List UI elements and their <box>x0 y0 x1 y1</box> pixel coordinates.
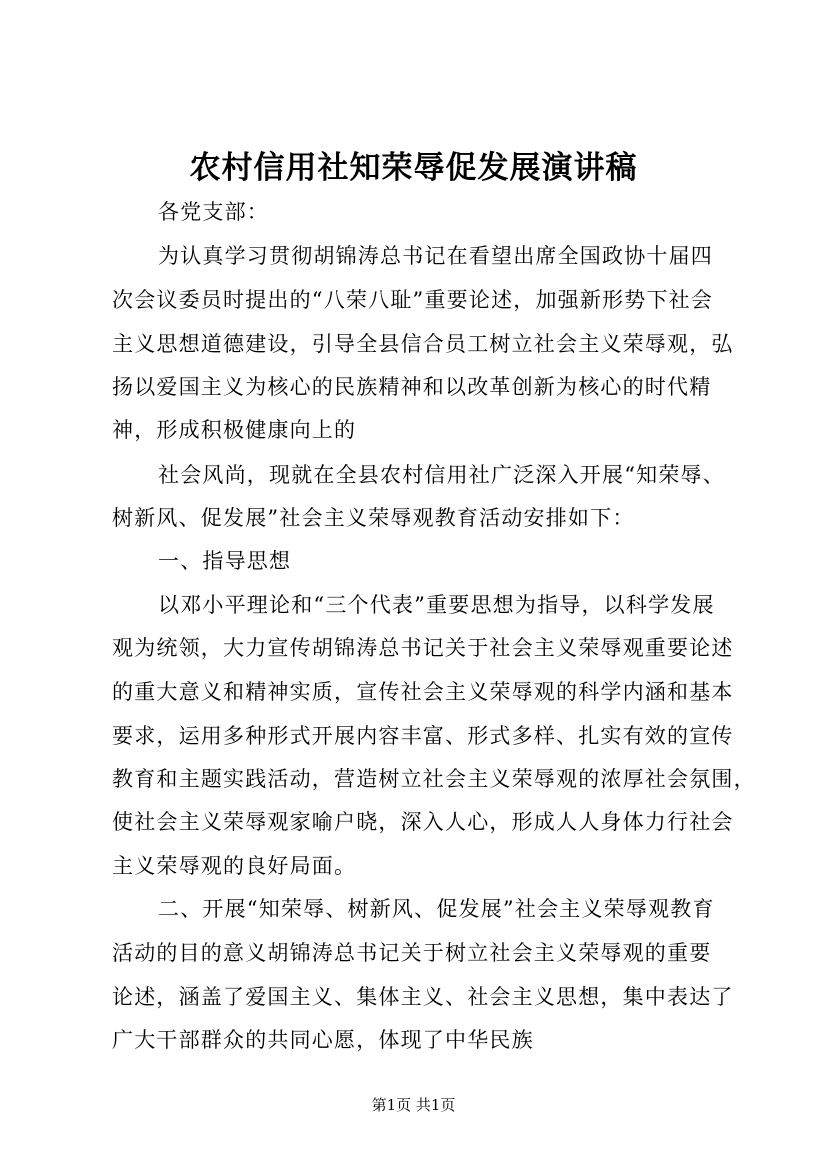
body-line: 主义荣辱观的良好局面。 <box>112 854 357 878</box>
body-line: 为认真学习贯彻胡锦涛总书记在看望出席全国政协十届四 <box>158 244 713 268</box>
body-line: 使社会主义荣辱观家喻户晓，深入人心，形成人人身体力行社会 <box>112 810 734 834</box>
body-line: 社会风尚，现就在全县农村信用社广泛深入开展“知荣辱、 <box>158 463 725 487</box>
body-line: 教育和主题实践活动，营造树立社会主义荣辱观的浓厚社会氛围， <box>112 767 756 791</box>
body-line: 广大干部群众的共同心愿，体现了中华民族 <box>112 1028 534 1052</box>
body-line: 活动的目的意义胡锦涛总书记关于树立社会主义荣辱观的重要 <box>112 941 712 965</box>
page-number-footer: 第1页 共1页 <box>371 1096 456 1114</box>
body-line: 观为统领，大力宣传胡锦涛总书记关于社会主义荣辱观重要论述 <box>112 636 734 660</box>
body-line: 树新风、促发展”社会主义荣辱观教育活动安排如下： <box>112 506 635 530</box>
section-heading: 二、开展“知荣辱、树新风、促发展”社会主义荣辱观教育 <box>158 897 715 921</box>
page-title: 农村信用社知荣辱促发展演讲稿 <box>189 150 638 186</box>
body-line: 扬以爱国主义为核心的民族精神和以改革创新为核心的时代精 <box>112 375 712 399</box>
body-line: 论述，涵盖了爱国主义、集体主义、社会主义思想，集中表达了 <box>112 985 734 1009</box>
body-line: 要求，运用多种形式开展内容丰富、形式多样、扎实有效的宣传 <box>112 724 734 748</box>
salutation-line: 各党支部： <box>158 200 269 224</box>
body-line: 神，形成积极健康向上的 <box>112 418 357 442</box>
section-heading: 一、指导思想 <box>158 549 292 573</box>
body-line: 的重大意义和精神实质，宣传社会主义荣辱观的科学内涵和基本 <box>112 680 734 704</box>
body-line: 以邓小平理论和“三个代表”重要思想为指导，以科学发展 <box>158 593 715 617</box>
body-line: 次会议委员时提出的“八荣八耻”重要论述，加强新形势下社会 <box>112 288 714 312</box>
body-line: 主义思想道德建设，引导全县信合员工树立社会主义荣辱观，弘 <box>112 332 734 356</box>
